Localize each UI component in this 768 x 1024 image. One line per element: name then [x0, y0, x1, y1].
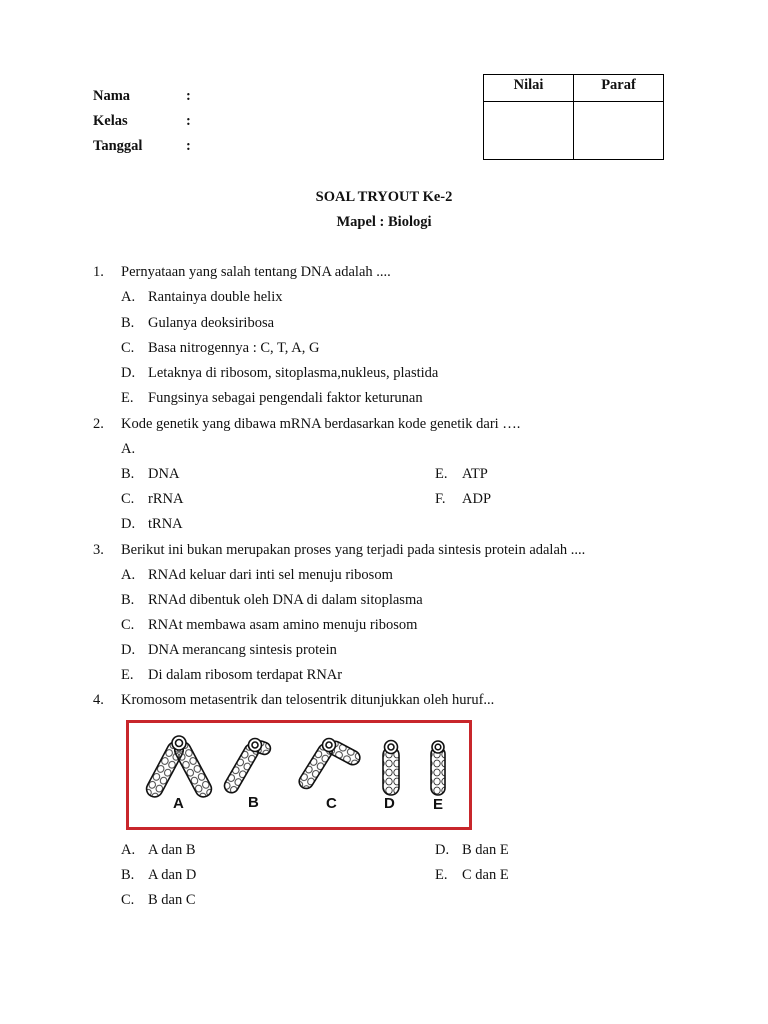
option-letter: D.	[121, 365, 136, 381]
option-letter: A.	[121, 842, 136, 858]
field-colon: :	[186, 88, 191, 104]
option-letter: F.	[435, 491, 446, 507]
field-colon: :	[186, 113, 191, 129]
option-letter: D.	[121, 642, 136, 658]
question-number: 2.	[93, 416, 104, 432]
question-text: Berikut ini bukan merupakan proses yang terjadi pada sintesis protein adalah ....	[121, 542, 586, 558]
question-number: 4.	[93, 692, 104, 708]
figure-label-b: B	[248, 794, 259, 811]
option-text: Rantainya double helix	[148, 289, 283, 305]
option-text: B dan C	[148, 892, 196, 908]
option-letter: E.	[435, 867, 448, 883]
option-letter: B.	[121, 867, 135, 883]
question-text: Kode genetik yang dibawa mRNA berdasarkan kode genetik dari ….	[121, 416, 521, 432]
question-number: 3.	[93, 542, 104, 558]
option-text: ATP	[462, 466, 488, 482]
option-text: ADP	[462, 491, 492, 507]
option-letter: D.	[121, 516, 136, 532]
figure-label-c: C	[326, 795, 337, 812]
chromosome-e	[431, 741, 445, 795]
chromosome-figure	[126, 720, 472, 830]
option-text: DNA merancang sintesis protein	[148, 642, 337, 658]
figure-label-a: A	[173, 795, 184, 812]
option-letter: A.	[121, 567, 136, 583]
grade-header-paraf: Paraf	[601, 77, 636, 93]
option-text: RNAd keluar dari inti sel menuju ribosom	[148, 567, 393, 583]
field-label-kelas: Kelas	[93, 113, 128, 129]
option-text: RNAt membawa asam amino menuju ribosom	[148, 617, 418, 633]
option-text: Gulanya deoksiribosa	[148, 315, 275, 331]
figure-label-d: D	[384, 795, 395, 812]
chromosome-b	[222, 739, 272, 796]
option-text: Letaknya di ribosom, sitoplasma,nukleus, plastida	[148, 365, 439, 381]
question-number: 1.	[93, 264, 104, 280]
chromosome-d	[383, 741, 399, 796]
option-letter: B.	[121, 466, 135, 482]
figure-label-e: E	[433, 796, 444, 813]
chromosome-a	[144, 736, 214, 800]
option-letter: C.	[121, 491, 135, 507]
question-text: Kromosom metasentrik dan telosentrik ditunjukkan oleh huruf...	[121, 692, 495, 708]
field-label-nama: Nama	[93, 88, 131, 104]
grade-box	[483, 74, 664, 160]
option-text: Di dalam ribosom terdapat RNAr	[148, 667, 343, 683]
question-text: Pernyataan yang salah tentang DNA adalah ....	[121, 264, 391, 280]
option-letter: E.	[121, 667, 134, 683]
option-letter: B.	[121, 315, 135, 331]
grade-box-divider	[484, 101, 663, 102]
option-text: tRNA	[148, 516, 183, 532]
page-subtitle: Mapel : Biologi	[336, 214, 432, 230]
grade-header-nilai: Nilai	[513, 77, 544, 93]
option-text: RNAd dibentuk oleh DNA di dalam sitoplasma	[148, 592, 423, 608]
chromosome-c	[297, 739, 363, 792]
option-letter: C.	[121, 892, 135, 908]
field-colon: :	[186, 138, 191, 154]
option-text: Fungsinya sebagai pengendali faktor keturunan	[148, 390, 423, 406]
option-letter: A.	[121, 441, 136, 457]
field-label-tanggal: Tanggal	[93, 138, 143, 154]
option-text: rRNA	[148, 491, 184, 507]
option-text: C dan E	[462, 867, 509, 883]
option-letter: E.	[121, 390, 134, 406]
option-letter: B.	[121, 592, 135, 608]
option-letter: A.	[121, 289, 136, 305]
option-letter: E.	[435, 466, 448, 482]
option-letter: C.	[121, 340, 135, 356]
option-text: A dan B	[148, 842, 196, 858]
option-text: B dan E	[462, 842, 509, 858]
option-text: DNA	[148, 466, 180, 482]
option-text: A dan D	[148, 867, 197, 883]
page-title: SOAL TRYOUT Ke-2	[315, 189, 453, 205]
option-text: Basa nitrogennya : C, T, A, G	[148, 340, 320, 356]
option-letter: D.	[435, 842, 450, 858]
option-letter: C.	[121, 617, 135, 633]
